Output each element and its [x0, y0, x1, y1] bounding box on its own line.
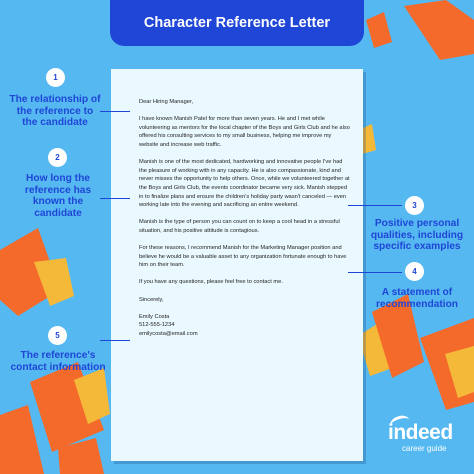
- page-title: Character Reference Letter: [110, 0, 364, 46]
- letter-paragraph: If you have any questions, please feel free to contact me.: [139, 279, 283, 286]
- annotation-number-badge: 2: [48, 148, 67, 167]
- annotation-label: The relationship of the reference to the candidate: [9, 94, 101, 129]
- signer-phone: 512-555-1234: [139, 322, 175, 329]
- letter-closing: Sincerely,: [139, 296, 164, 303]
- annotation-number-badge: 1: [46, 68, 65, 87]
- letter-greeting: Dear Hiring Manager,: [139, 99, 194, 105]
- signature-block: [139, 313, 351, 339]
- signer-email: emilycosta@email.com: [139, 331, 198, 338]
- letter-paragraph: For these reasons, I recommend Manish for the Marketing Manager position and believe he would be a valuable asset to any organization fortunate enough to have him on their team.: [139, 245, 347, 269]
- letter-paragraph: Manish is one of the most dedicated, hardworking and innovative people I've had the pleasure of working with in any capacity. He is also compassionate, kind and never misses the opportunity to help others. Once, while we volunteered together at the Boys and Girls Club, the events coordinator became very sick. Manish stepped in to finalize plans and ensure the children's holiday party wasn't canceled — even working late into the evening and sacrificing an entire weekend.: [139, 159, 350, 209]
- annotation-label: How long the reference has known the candidate: [24, 173, 92, 219]
- letter-page: [111, 69, 363, 461]
- annotation-connector: [100, 340, 130, 341]
- orange-shape: [0, 405, 44, 474]
- annotation-connector: [348, 205, 402, 206]
- annotation-connector: [100, 198, 130, 199]
- annotation-label: Positive personal qualities, including specific examples: [370, 218, 464, 253]
- annotation-connector: [100, 111, 130, 112]
- orange-shape: [366, 12, 392, 48]
- letter-paragraph: I have known Manish Patel for more than seven years. He and I met while volunteering as mentors for the local chapter of the Boys and Girls Club and he also offered his consulting services to my small business, helping me improve my website and increase web traffic.: [139, 116, 350, 148]
- signer-name: Emily Costa: [139, 313, 170, 320]
- orange-shape: [404, 0, 474, 60]
- annotation-label: A statement of recommendation: [375, 287, 459, 310]
- annotation-number-badge: 5: [48, 326, 67, 345]
- logo-wordmark: indeed: [388, 421, 453, 444]
- annotation-label: The reference's contact information: [10, 350, 106, 373]
- annotation-connector: [348, 272, 402, 273]
- letter-paragraph: Manish is the type of person you can count on to keep a cool head in a stressful situation, and his positive attitude is contagious.: [139, 219, 340, 234]
- logo-subtitle: career guide: [402, 444, 447, 453]
- annotation-number-badge: 4: [405, 262, 424, 281]
- indeed-logo: [388, 422, 468, 453]
- annotation-number-badge: 3: [405, 196, 424, 215]
